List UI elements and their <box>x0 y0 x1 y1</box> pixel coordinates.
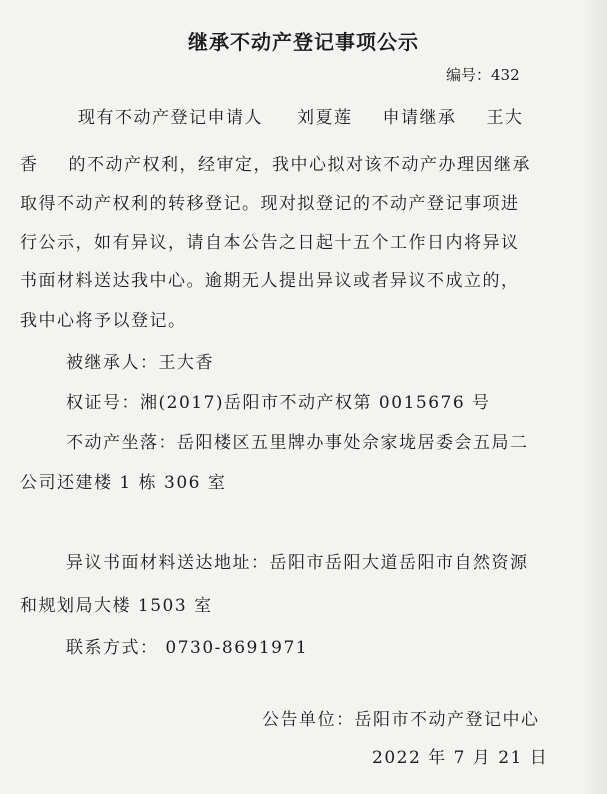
body-line-3: 取得不动产权利的转移登记。现对拟登记的不动产登记事项进 <box>20 194 520 214</box>
objection-address-cont: 和规划局大楼 1503 室 <box>20 596 213 616</box>
body-line-2 <box>20 150 531 175</box>
objection-address: 异议书面材料送达地址：岳阳市岳阳大道岳阳市自然资源 <box>66 553 529 573</box>
page-edge-shadow <box>581 0 607 794</box>
applicant-name: 刘夏莲 <box>297 108 353 128</box>
body-text: 王大 <box>486 108 524 128</box>
issue-date: 2022 年 7 月 21 日 <box>372 748 549 768</box>
body-text: 申请继承 <box>382 108 457 128</box>
property-location: 不动产坐落：岳阳楼区五里牌办事处佘家垅居委会五局二 <box>66 433 529 453</box>
body-line-1 <box>78 103 524 128</box>
certificate-number: 权证号：湘(2017)岳阳市不动产权第 0015676 号 <box>66 393 491 413</box>
body-line-6: 我中心将予以登记。 <box>20 311 187 331</box>
body-text: 现有不动产登记申请人 <box>78 108 263 128</box>
body-line-5: 书面材料送达我中心。逾期无人提出异议或者异议不成立的， <box>20 271 520 291</box>
serial-number: 编号：432 <box>446 66 520 84</box>
contact-info: 联系方式： 0730-8691971 <box>66 638 309 658</box>
decedent: 被继承人：王大香 <box>66 353 214 373</box>
body-line-4: 行公示，如有异议，请自本公告之日起十五个工作日内将异议 <box>20 233 520 253</box>
issuing-unit: 公告单位：岳阳市不动产登记中心 <box>262 710 540 730</box>
body-text: 香 <box>20 155 39 175</box>
page-title: 继承不动产登记事项公示 <box>188 30 419 54</box>
property-location-cont: 公司还建楼 1 栋 306 室 <box>20 473 227 493</box>
body-text: 的不动产权利，经审定，我中心拟对该不动产办理因继承 <box>68 155 531 175</box>
